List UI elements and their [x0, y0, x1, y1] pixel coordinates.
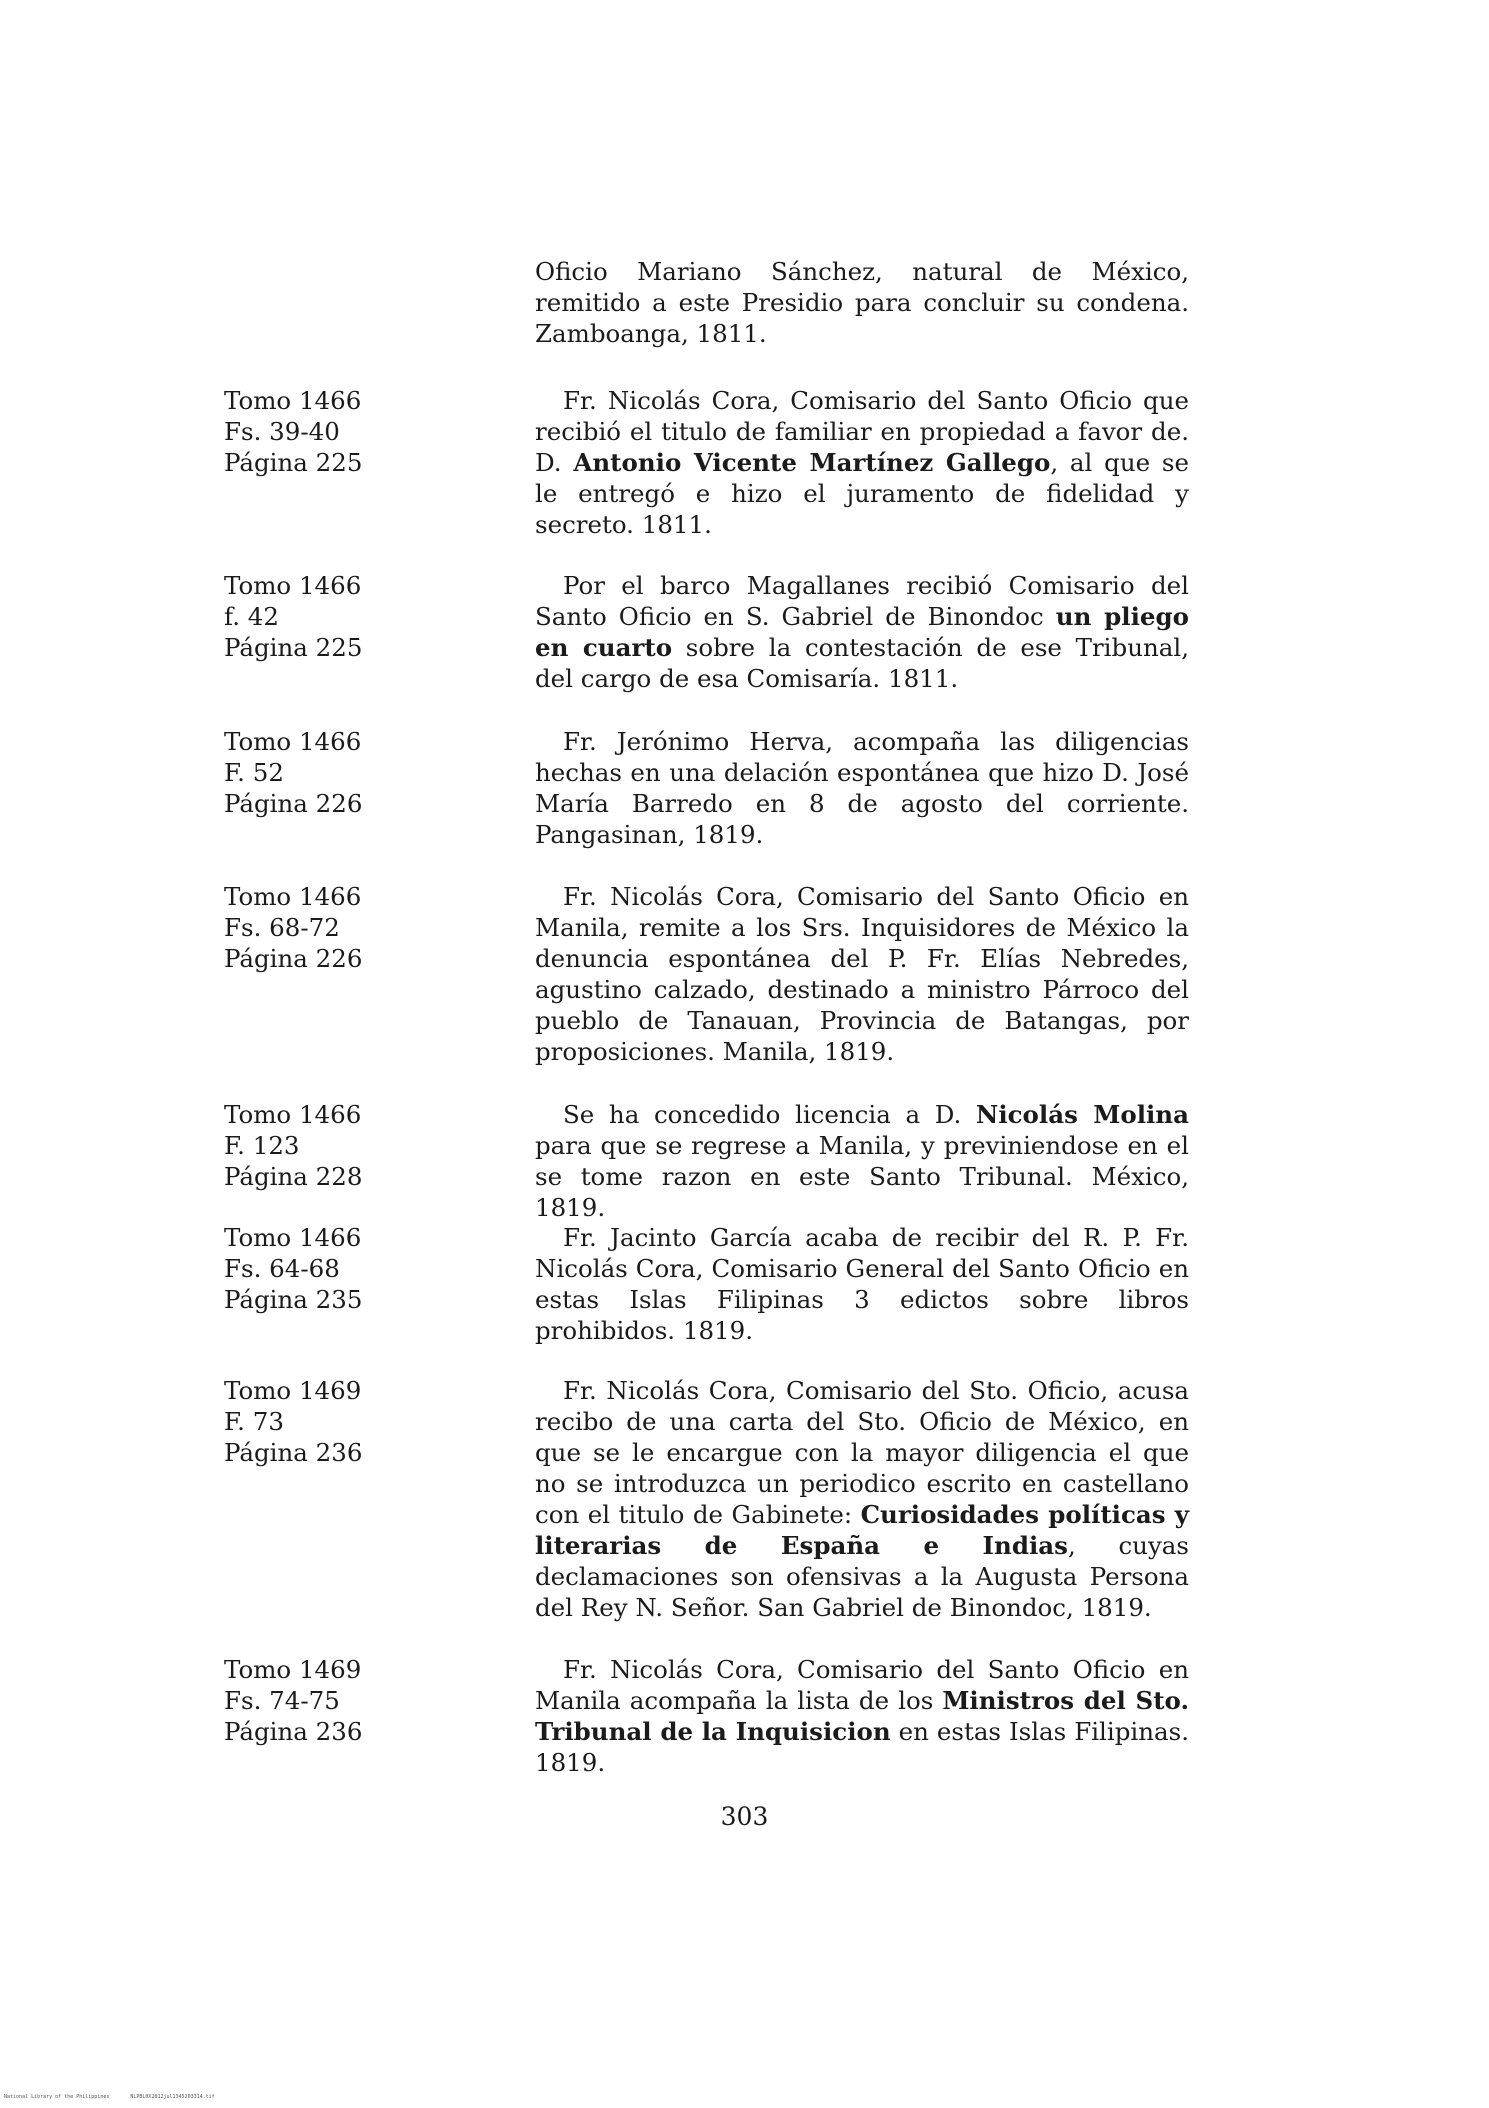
tomo-line: Tomo 1466 — [224, 1100, 362, 1129]
archive-reference — [224, 1375, 484, 1468]
entry-text: , al que se le entregó e hizo el juramento de fidelidad y secreto. 1811. — [535, 448, 1189, 539]
archive-reference — [224, 385, 484, 478]
entry-description — [535, 1654, 1189, 1778]
intro-paragraph: Oficio Mariano Sánchez, natural de México, remitido a este Presidio para concluir su condena. Zamboanga, 1811. — [535, 257, 1189, 348]
folio-line: Fs. 74-75 — [224, 1686, 340, 1715]
folio-line: Fs. 39-40 — [224, 417, 340, 446]
archive-reference — [224, 570, 484, 663]
archive-reference — [224, 881, 484, 974]
folio-line: F. 123 — [224, 1131, 300, 1160]
entry-text: , cuyas declamaciones son ofensivas a la Augusta Persona del Rey N. Señor. San Gabriel de Binondoc, 1819. — [535, 1531, 1189, 1622]
tomo-line: Tomo 1469 — [224, 1376, 362, 1405]
tomo-line: Tomo 1466 — [224, 1223, 362, 1252]
entry-description — [535, 1222, 1189, 1346]
tomo-line: Tomo 1466 — [224, 882, 362, 911]
folio-line: F. 52 — [224, 758, 284, 787]
entry-text: Fr. Nicolás Cora, Comisario del Santo Oficio en Manila, remite a los Srs. Inquisidores de México la denuncia espontánea del P. Fr. Elías Nebredes, agustino calzado, destinado a ministro Párroco del pueblo de Tanauan, Provincia de Batangas, por proposiciones. Manila, 1819. — [535, 882, 1189, 1066]
tomo-line: Tomo 1469 — [224, 1655, 362, 1684]
entry-bold-name: Nicolás Molina — [975, 1100, 1189, 1129]
folio-line: Fs. 68-72 — [224, 913, 340, 942]
scan-footer — [4, 2094, 233, 2100]
entry-text: Fr. Nicolás Cora, Comisario del Santo Oficio en Manila acompaña la lista de los — [535, 1655, 1189, 1715]
entry-text: Fr. Nicolás Cora, Comisario del Santo Oficio que recibió el titulo de familiar en propiedad a favor de. D. — [535, 386, 1189, 477]
pagina-line: Página 228 — [224, 1162, 363, 1191]
tomo-line: Tomo 1466 — [224, 727, 362, 756]
archive-reference — [224, 726, 484, 819]
folio-line: F. 73 — [224, 1407, 284, 1436]
tomo-line: Tomo 1466 — [224, 386, 362, 415]
pagina-line: Página 236 — [224, 1717, 363, 1746]
entry-text: sobre la contestación de ese Tribunal, del cargo de esa Comisaría. 1811. — [535, 633, 1189, 693]
entry-text: Fr. Jerónimo Herva, acompaña las diligencias hechas en una delación espontánea que hizo D. José María Barredo en 8 de agosto del corriente. Pangasinan, 1819. — [535, 727, 1189, 849]
entry-description — [535, 1375, 1189, 1623]
entry-text: para que se regrese a Manila, y previniendose en el se tome razon en este Santo Tribunal. México, 1819. — [535, 1131, 1189, 1222]
entry-description — [535, 570, 1189, 694]
pagina-line: Página 235 — [224, 1285, 363, 1314]
archive-reference — [224, 1099, 484, 1192]
entry-description — [535, 726, 1189, 850]
pagina-line: Página 225 — [224, 448, 363, 477]
entry-bold-title: Curiosidades políticas y literarias de España e Indias — [535, 1500, 1189, 1560]
pagina-line: Página 226 — [224, 944, 363, 973]
entry-text: Se ha concedido licencia a D. — [563, 1100, 976, 1129]
entry-bold-phrase: Ministros del Sto. Tribunal de la Inquisicion — [535, 1686, 1189, 1746]
entry-description — [535, 385, 1189, 540]
folio-line: f. 42 — [224, 602, 279, 631]
page-number: 303 — [720, 1802, 769, 1831]
folio-line: Fs. 64-68 — [224, 1254, 340, 1283]
entry-description — [535, 881, 1189, 1067]
entry-description — [535, 1099, 1189, 1223]
entry-text: Fr. Nicolás Cora, Comisario del Sto. Oficio, acusa recibo de una carta del Sto. Oficio de México, en que se le encargue con la mayor diligencia el que no se introduzca un periodico escrito en castellano con el titulo de Gabinete: — [535, 1376, 1189, 1529]
pagina-line: Página 236 — [224, 1438, 363, 1467]
archive-reference — [224, 1654, 484, 1747]
entry-bold-phrase: un pliego en cuarto — [535, 602, 1189, 662]
entry-text: en estas Islas Filipinas. 1819. — [535, 1717, 1189, 1777]
pagina-line: Página 225 — [224, 633, 363, 662]
footer-filename: NLPBL0X2012jul1345203314.tif — [130, 2094, 215, 2100]
entry-bold-name: Antonio Vicente Martínez Gallego — [573, 448, 1051, 477]
footer-library: National Library of the Philippines — [4, 2094, 110, 2100]
entry-text: Por el barco Magallanes recibió Comisario del Santo Oficio en S. Gabriel de Binondoc — [535, 571, 1189, 631]
archive-reference — [224, 1222, 484, 1315]
pagina-line: Página 226 — [224, 789, 363, 818]
entry-text: Fr. Jacinto García acaba de recibir del R. P. Fr. Nicolás Cora, Comisario General del Santo Oficio en estas Islas Filipinas 3 edictos sobre libros prohibidos. 1819. — [535, 1223, 1189, 1345]
tomo-line: Tomo 1466 — [224, 571, 362, 600]
